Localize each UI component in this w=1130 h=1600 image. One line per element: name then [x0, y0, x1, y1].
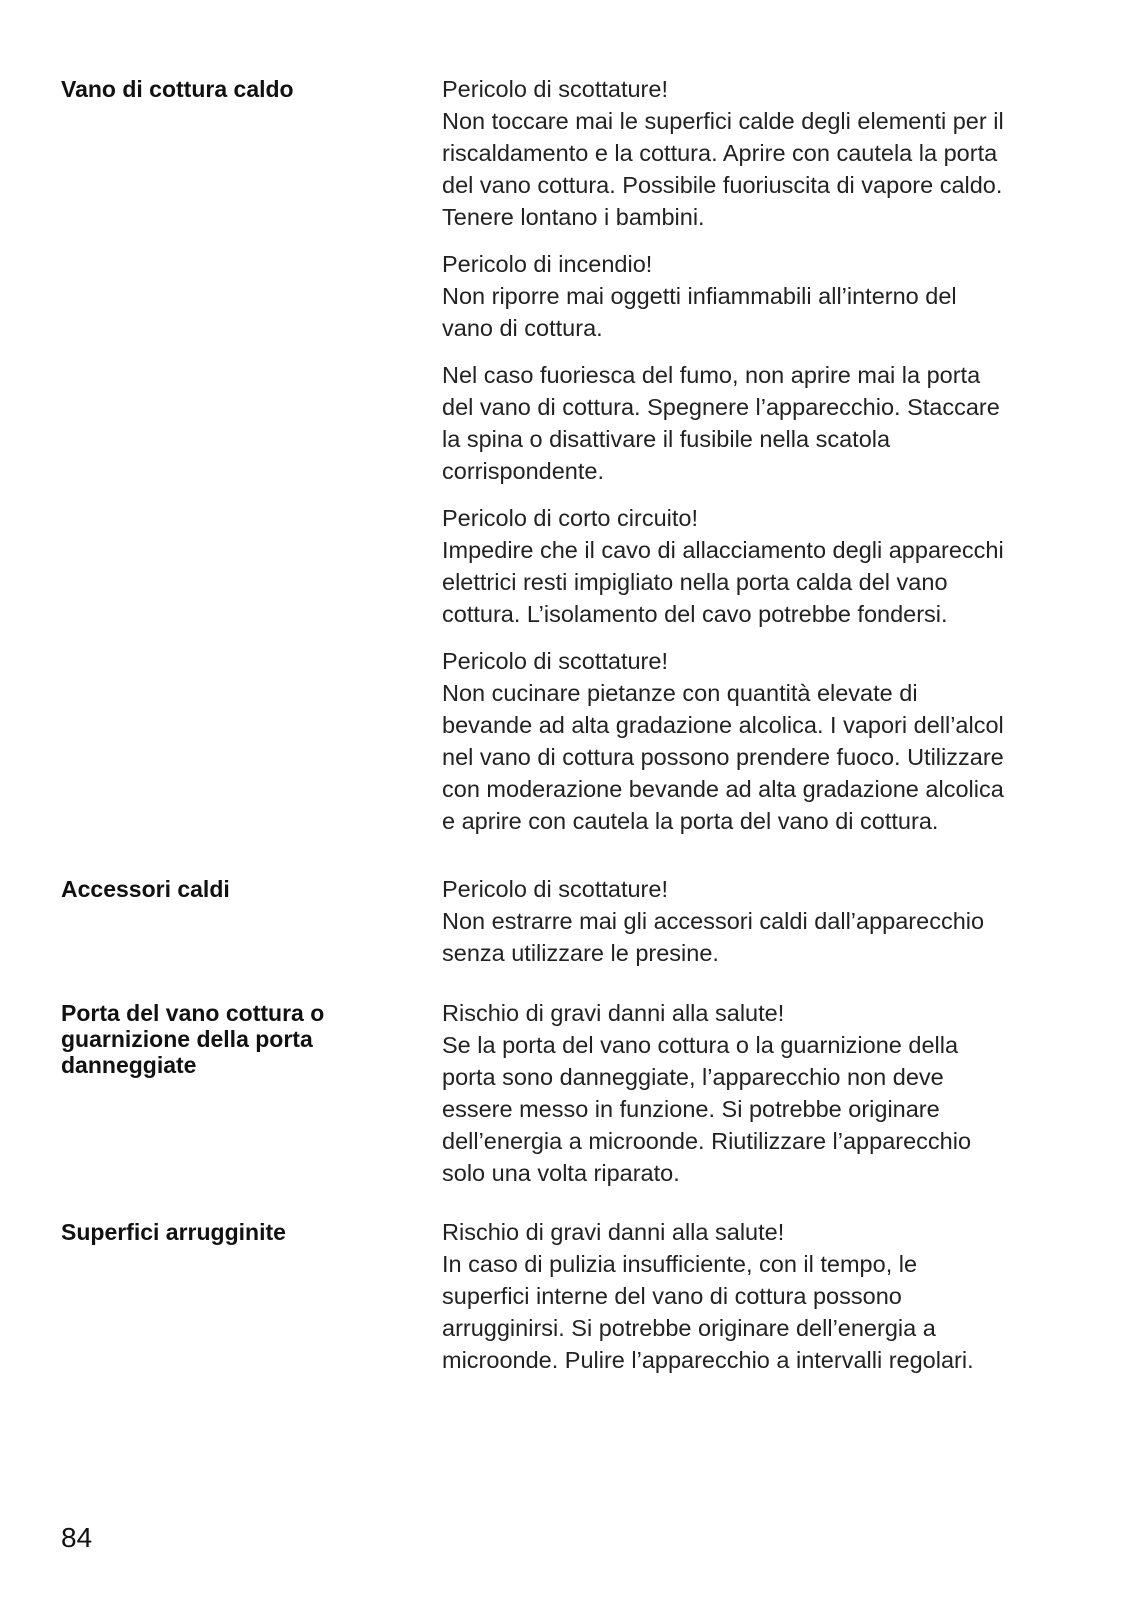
text-line: elettrici resti impigliato nella porta calda del vano	[442, 569, 948, 595]
text-line: Pericolo di scottature!	[442, 76, 668, 102]
text-line: cottura. L’isolamento del cavo potrebbe fondersi.	[442, 601, 948, 627]
text-line: con moderazione bevande ad alta gradazione alcolica	[442, 776, 1004, 802]
paragraph	[442, 645, 1082, 837]
text-line: corrispondente.	[442, 458, 604, 484]
paragraph	[442, 502, 1082, 630]
text-line: vano di cottura.	[442, 315, 603, 341]
text-line: Rischio di gravi danni alla salute!	[442, 1000, 785, 1026]
text-line: Non cucinare pietanze con quantità elevate di	[442, 680, 918, 706]
text-line: solo una volta riparato.	[442, 1160, 680, 1186]
text-line: Rischio di gravi danni alla salute!	[442, 1219, 785, 1245]
paragraph	[442, 73, 1082, 233]
section-heading	[61, 1000, 391, 1078]
section-body	[442, 997, 1082, 1204]
text-line: Pericolo di incendio!	[442, 251, 653, 277]
text-line: senza utilizzare le presine.	[442, 940, 719, 966]
section-body	[442, 873, 1082, 984]
section-heading: Accessori caldi	[61, 876, 230, 902]
text-line: dell’energia a microonde. Riutilizzare l’apparecchio	[442, 1128, 972, 1154]
text-line: Non toccare mai le superfici calde degli elementi per il	[442, 108, 1004, 134]
text-line: Se la porta del vano cottura o la guarnizione della	[442, 1032, 959, 1058]
text-line: essere messo in funzione. Si potrebbe originare	[442, 1096, 940, 1122]
text-line: porta sono danneggiate, l’apparecchio non deve	[442, 1064, 944, 1090]
text-line: Pericolo di scottature!	[442, 648, 668, 674]
paragraph	[442, 248, 1082, 344]
text-line: Pericolo di scottature!	[442, 876, 668, 902]
section-body	[442, 73, 1082, 852]
text-line: Tenere lontano i bambini.	[442, 204, 705, 230]
text-line: bevande ad alta gradazione alcolica. I vapori dell’alcol	[442, 712, 1004, 738]
text-line: microonde. Pulire l’apparecchio a intervalli regolari.	[442, 1347, 974, 1373]
text-line: In caso di pulizia insufficiente, con il tempo, le	[442, 1251, 918, 1277]
paragraph	[442, 873, 1082, 969]
text-line: riscaldamento e la cottura. Aprire con cautela la porta	[442, 140, 998, 166]
text-line: arrugginirsi. Si potrebbe originare dell’energia a	[442, 1315, 936, 1341]
text-line: del vano di cottura. Spegnere l’apparecchio. Staccare	[442, 394, 1000, 420]
text-line: e aprire con cautela la porta del vano di cottura.	[442, 808, 939, 834]
text-line: la spina o disattivare il fusibile nella scatola	[442, 426, 891, 452]
text-line: del vano cottura. Possibile fuoriuscita di vapore caldo.	[442, 172, 1003, 198]
heading-line: danneggiate	[61, 1052, 197, 1078]
text-line: Non riporre mai oggetti infiammabili all’interno del	[442, 283, 957, 309]
section-heading: Superfici arrugginite	[61, 1219, 286, 1245]
heading-line: Porta del vano cottura o	[61, 1000, 325, 1026]
text-line: Impedire che il cavo di allacciamento degli apparecchi	[442, 537, 1004, 563]
text-line: Nel caso fuoriesca del fumo, non aprire mai la porta	[442, 362, 981, 388]
section-heading: Vano di cottura caldo	[61, 76, 294, 102]
heading-line: guarnizione della porta	[61, 1026, 313, 1052]
paragraph	[442, 359, 1082, 487]
paragraph	[442, 997, 1082, 1189]
text-line: Non estrarre mai gli accessori caldi dall’apparecchio	[442, 908, 985, 934]
page-number: 84	[61, 1522, 93, 1553]
paragraph	[442, 1216, 1082, 1376]
section-body	[442, 1216, 1082, 1391]
text-line: nel vano di cottura possono prendere fuoco. Utilizzare	[442, 744, 1004, 770]
text-line: superfici interne del vano di cottura possono	[442, 1283, 902, 1309]
text-line: Pericolo di corto circuito!	[442, 505, 698, 531]
